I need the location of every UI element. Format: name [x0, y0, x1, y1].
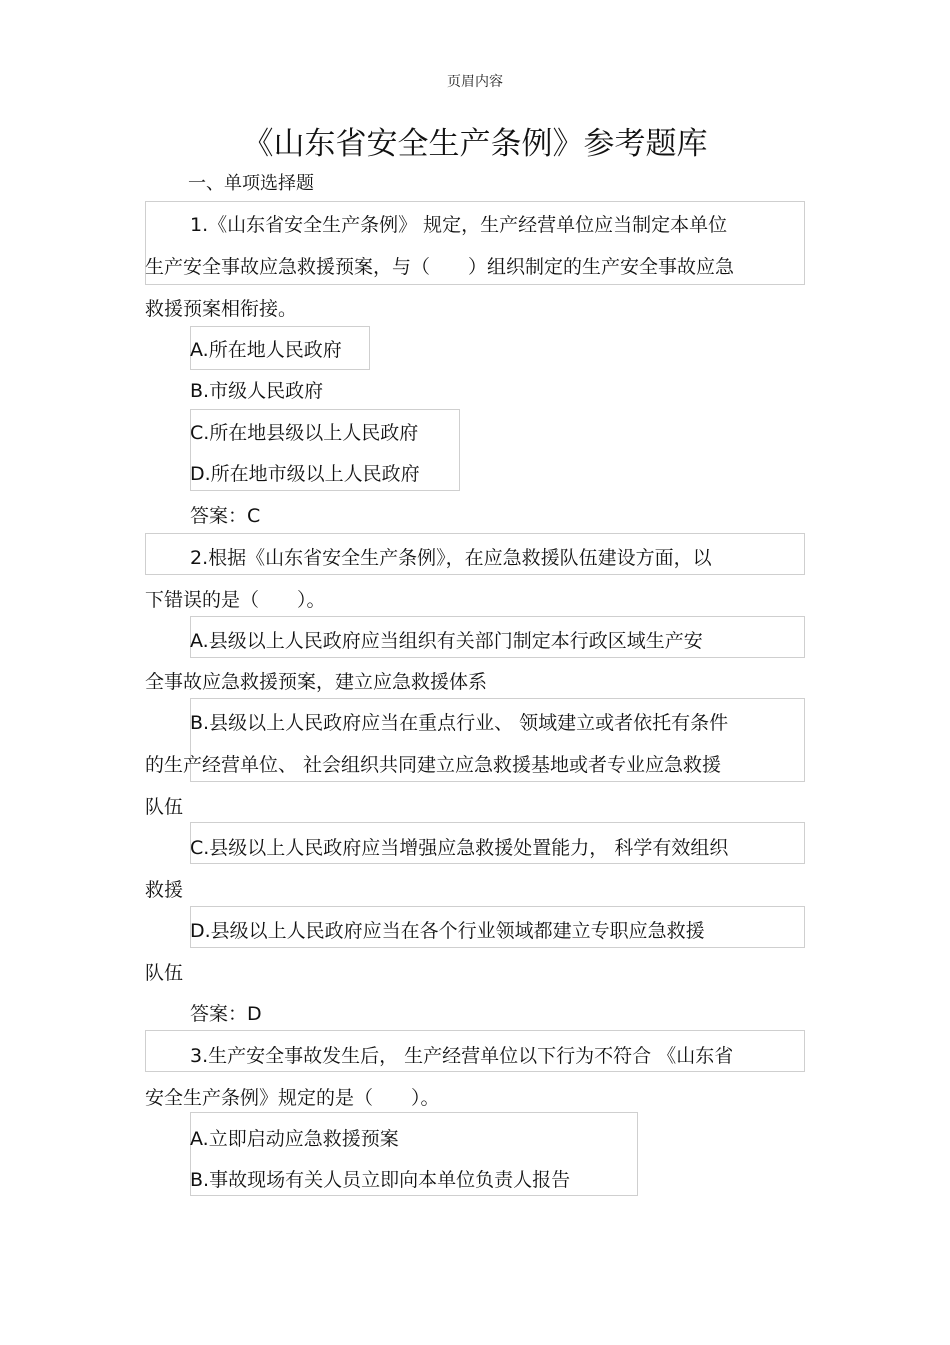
- q2-option-a-line-1: A.县级以上人民政府应当组织有关部门制定本行政区域生产安: [190, 630, 703, 652]
- q1-line-3: 救援预案相衔接。: [145, 298, 298, 320]
- q2-line-2: 下错误的是（ ）。: [145, 589, 326, 611]
- q2-answer: 答案：D: [190, 1003, 262, 1025]
- q2-option-c-line-1: C.县级以上人民政府应当增强应急救援处置能力， 科学有效组织: [190, 837, 729, 859]
- q3-option-a: A.立即启动应急救援预案: [190, 1128, 399, 1150]
- q3-option-b: B.事故现场有关人员立即向本单位负责人报告: [190, 1169, 571, 1191]
- q2-option-a-line-2: 全事故应急救援预案，建立应急救援体系: [145, 671, 488, 693]
- q3-line-2: 安全生产条例》规定的是（ ）。: [145, 1087, 440, 1109]
- section-heading: 一、单项选择题: [188, 173, 314, 194]
- q2-option-d-line-2: 队伍: [145, 962, 184, 984]
- q3-line-1: 3.生产安全事故发生后， 生产经营单位以下行为不符合 《山东省: [190, 1045, 734, 1067]
- page-header: 页眉内容: [447, 74, 503, 90]
- q1-option-d: D.所在地市级以上人民政府: [190, 463, 420, 485]
- document-title: 《山东省安全生产条例》参考题库: [242, 126, 708, 162]
- q2-option-d-line-1: D.县级以上人民政府应当在各个行业领域都建立专职应急救援: [190, 920, 705, 942]
- q1-line-1: 1.《山东省安全生产条例》 规定，生产经营单位应当制定本单位: [190, 214, 728, 236]
- q2-option-b-line-2: 的生产经营单位、 社会组织共同建立应急救援基地或者专业应急救援: [145, 754, 722, 776]
- q1-line-2: 生产安全事故应急救援预案，与（ ）组织制定的生产安全事故应急: [145, 256, 735, 278]
- q1-option-a: A.所在地人民政府: [190, 339, 342, 361]
- q1-answer: 答案：C: [190, 505, 261, 527]
- q2-line-1: 2.根据《山东省安全生产条例》，在应急救援队伍建设方面，以: [190, 547, 712, 569]
- q2-option-c-line-2: 救援: [145, 879, 184, 901]
- q1-option-c: C.所在地县级以上人民政府: [190, 422, 419, 444]
- q2-option-b-line-3: 队伍: [145, 796, 184, 818]
- q2-option-b-line-1: B.县级以上人民政府应当在重点行业、 领域建立或者依托有条件: [190, 712, 729, 734]
- q1-option-b: B.市级人民政府: [190, 380, 324, 402]
